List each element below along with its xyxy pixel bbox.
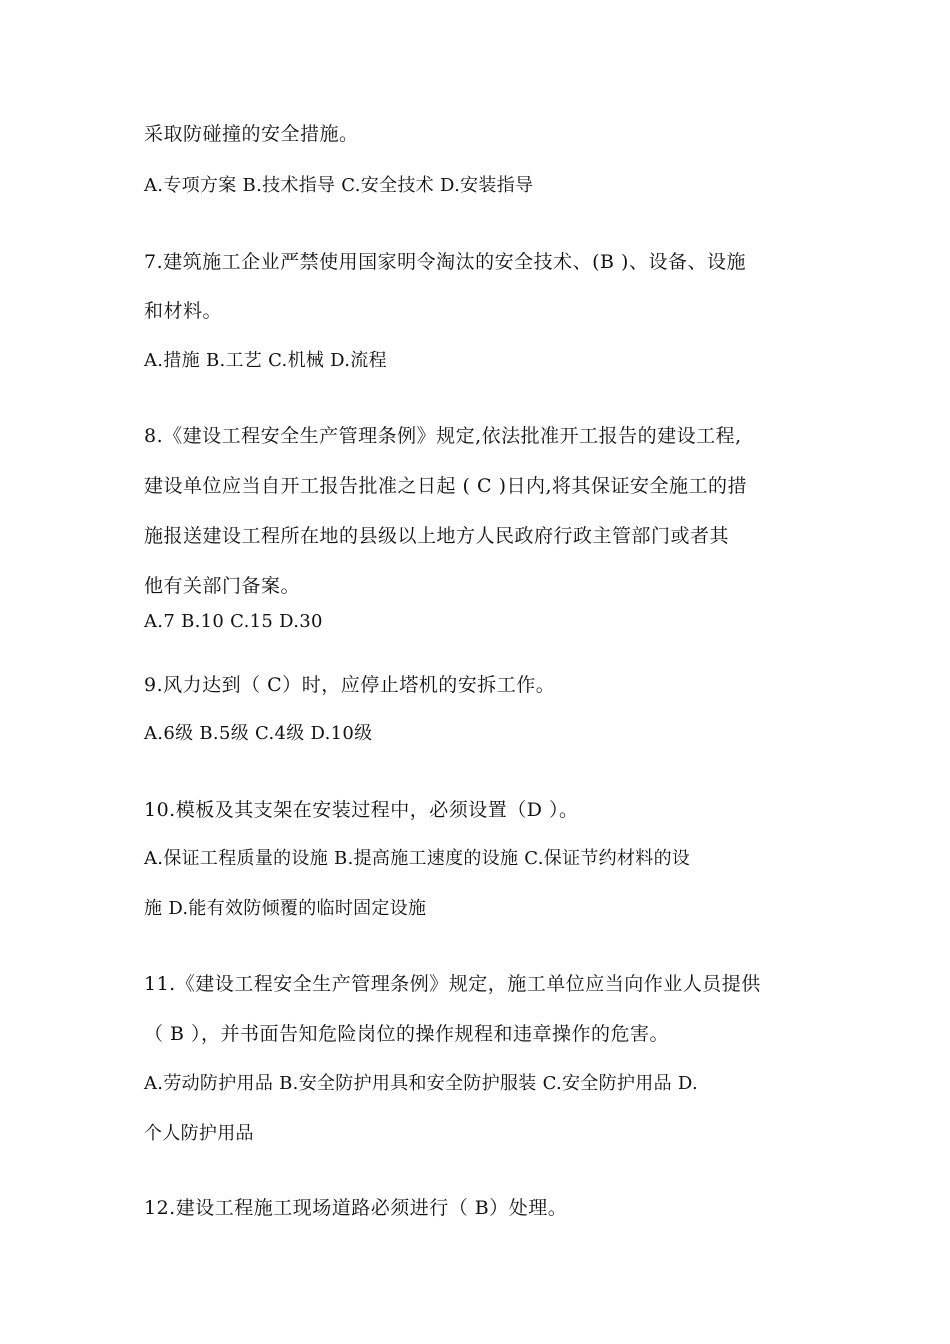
- question-10: 10.模板及其支架在安装过程中，必须设置（D ）。: [144, 799, 579, 821]
- question-11: 11.《建设工程安全生产管理条例》规定，施工单位应当向作业人员提供: [144, 973, 761, 995]
- question-8: 8.《建设工程安全生产管理条例》规定,依法批准开工报告的建设工程,: [144, 425, 742, 447]
- text-line: 建设单位应当自开工报告批准之日起 ( C )日内,将其保证安全施工的措: [144, 475, 748, 497]
- question-7: 7.建筑施工企业严禁使用国家明令淘汰的安全技术、(B )、设备、设施: [144, 251, 746, 273]
- answer-options: 个人防护用品: [144, 1123, 254, 1144]
- text-line: （ B ），并书面告知危险岗位的操作规程和违章操作的危害。: [144, 1023, 670, 1045]
- text-line: 采取防碰撞的安全措施。: [144, 123, 359, 145]
- text-line: 和材料。: [144, 300, 223, 322]
- answer-options: A.措施 B.工艺 C.机械 D.流程: [144, 350, 387, 371]
- answer-options: A.7 B.10 C.15 D.30: [144, 611, 323, 632]
- answer-options: A.保证工程质量的设施 B.提高施工速度的设施 C.保证节约材料的设: [144, 848, 691, 869]
- text-line: 施报送建设工程所在地的县级以上地方人民政府行政主管部门或者其: [144, 525, 730, 547]
- question-9: 9.风力达到（ C）时，应停止塔机的安拆工作。: [144, 674, 556, 696]
- question-12: 12.建设工程施工现场道路必须进行（ B）处理。: [144, 1197, 568, 1219]
- answer-options: A.6级 B.5级 C.4级 D.10级: [144, 723, 373, 744]
- text-line: 他有关部门备案。: [144, 575, 301, 597]
- answer-options: A.劳动防护用品 B.安全防护用具和安全防护服装 C.安全防护用品 D.: [144, 1073, 698, 1094]
- answer-options: A.专项方案 B.技术指导 C.安全技术 D.安装指导: [144, 175, 534, 196]
- answer-options: 施 D.能有效防倾覆的临时固定设施: [144, 898, 427, 919]
